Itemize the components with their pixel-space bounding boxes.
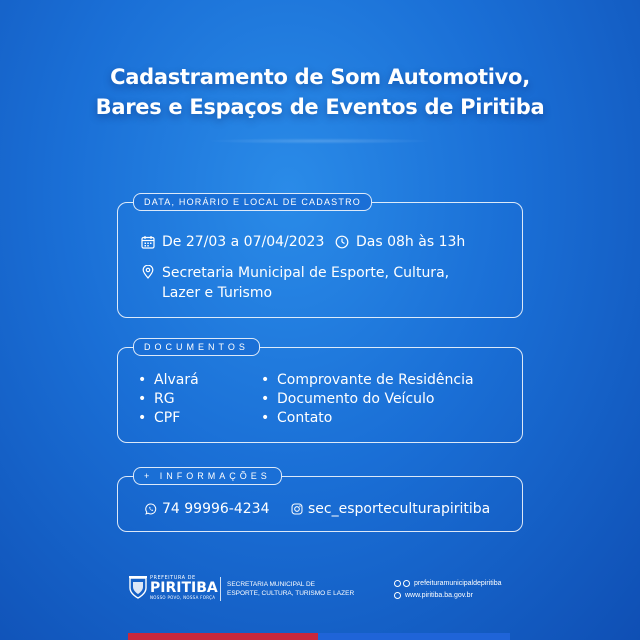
location-line-2: Lazer e Turismo: [162, 285, 273, 301]
location-line-1: Secretaria Municipal de Esporte, Cultura,: [162, 265, 450, 281]
location-row: [141, 263, 449, 303]
footer-social: [394, 578, 502, 602]
footer-divider: [220, 577, 221, 601]
dates-row: [141, 234, 324, 250]
title-line-2: Bares e Espaços de Eventos de Piritiba: [95, 95, 545, 119]
whatsapp-icon: [145, 503, 157, 515]
list-item: • RG: [138, 391, 175, 407]
social-handle-row: [394, 578, 502, 590]
cadastro-label: DATA, HORÁRIO E LOCAL DE CADASTRO: [133, 193, 372, 211]
globe-icon: [394, 592, 401, 599]
footer-bar-red: [128, 633, 318, 640]
list-item: • CPF: [138, 410, 181, 426]
prefeitura-brand: [150, 575, 218, 600]
location-pin-icon: [141, 265, 155, 279]
brand-name: PIRITIBA: [150, 580, 218, 596]
instagram-icon: [291, 503, 303, 515]
instagram-row: [291, 501, 490, 517]
calendar-icon: [141, 235, 155, 249]
documentos-card: [117, 342, 523, 443]
list-item: • Alvará: [138, 372, 199, 388]
title-line-1: Cadastramento de Som Automotivo,: [110, 65, 530, 89]
cadastro-card: [117, 197, 523, 318]
brand-top: PREFEITURA DE: [150, 575, 196, 581]
hours-text: Das 08h às 13h: [356, 234, 466, 250]
phone-row: [145, 501, 269, 517]
flyer-title: [0, 62, 640, 122]
secretaria-line-1: SECRETARIA MUNICIPAL DE: [227, 581, 316, 588]
title-glow: [205, 138, 435, 144]
secretaria-line-2: ESPORTE, CULTURA, TURISMO E LAZER: [227, 590, 355, 597]
phone-text: 74 99996-4234: [162, 501, 270, 517]
brand-slogan: NOSSO POVO, NOSSA FORÇA: [150, 595, 216, 600]
list-item: • Contato: [261, 410, 333, 426]
info-label: + INFORMAÇÕES: [133, 467, 282, 485]
instagram-text: sec_esporteculturapiritiba: [308, 501, 491, 517]
website-link[interactable]: www.piritiba.ba.gov.br: [404, 592, 473, 599]
instagram-small-icon: [403, 580, 410, 587]
dates-text: De 27/03 a 07/04/2023: [162, 234, 325, 250]
footer-bar-blue: [318, 633, 510, 640]
hours-row: [335, 234, 465, 250]
social-handle[interactable]: prefeituramunicipaldepiritiba: [413, 580, 502, 587]
documents-left-list: [138, 371, 199, 428]
website-row: [394, 590, 502, 602]
documentos-label: DOCUMENTOS: [133, 338, 260, 356]
prefeitura-crest-icon: [128, 576, 148, 600]
facebook-icon: [394, 580, 401, 587]
list-item: • Comprovante de Residência: [261, 372, 474, 388]
list-item: • Documento do Veículo: [261, 391, 435, 407]
clock-icon: [335, 235, 349, 249]
secretaria-name: [227, 580, 354, 598]
info-card: [117, 471, 523, 532]
documents-right-list: [261, 371, 474, 428]
